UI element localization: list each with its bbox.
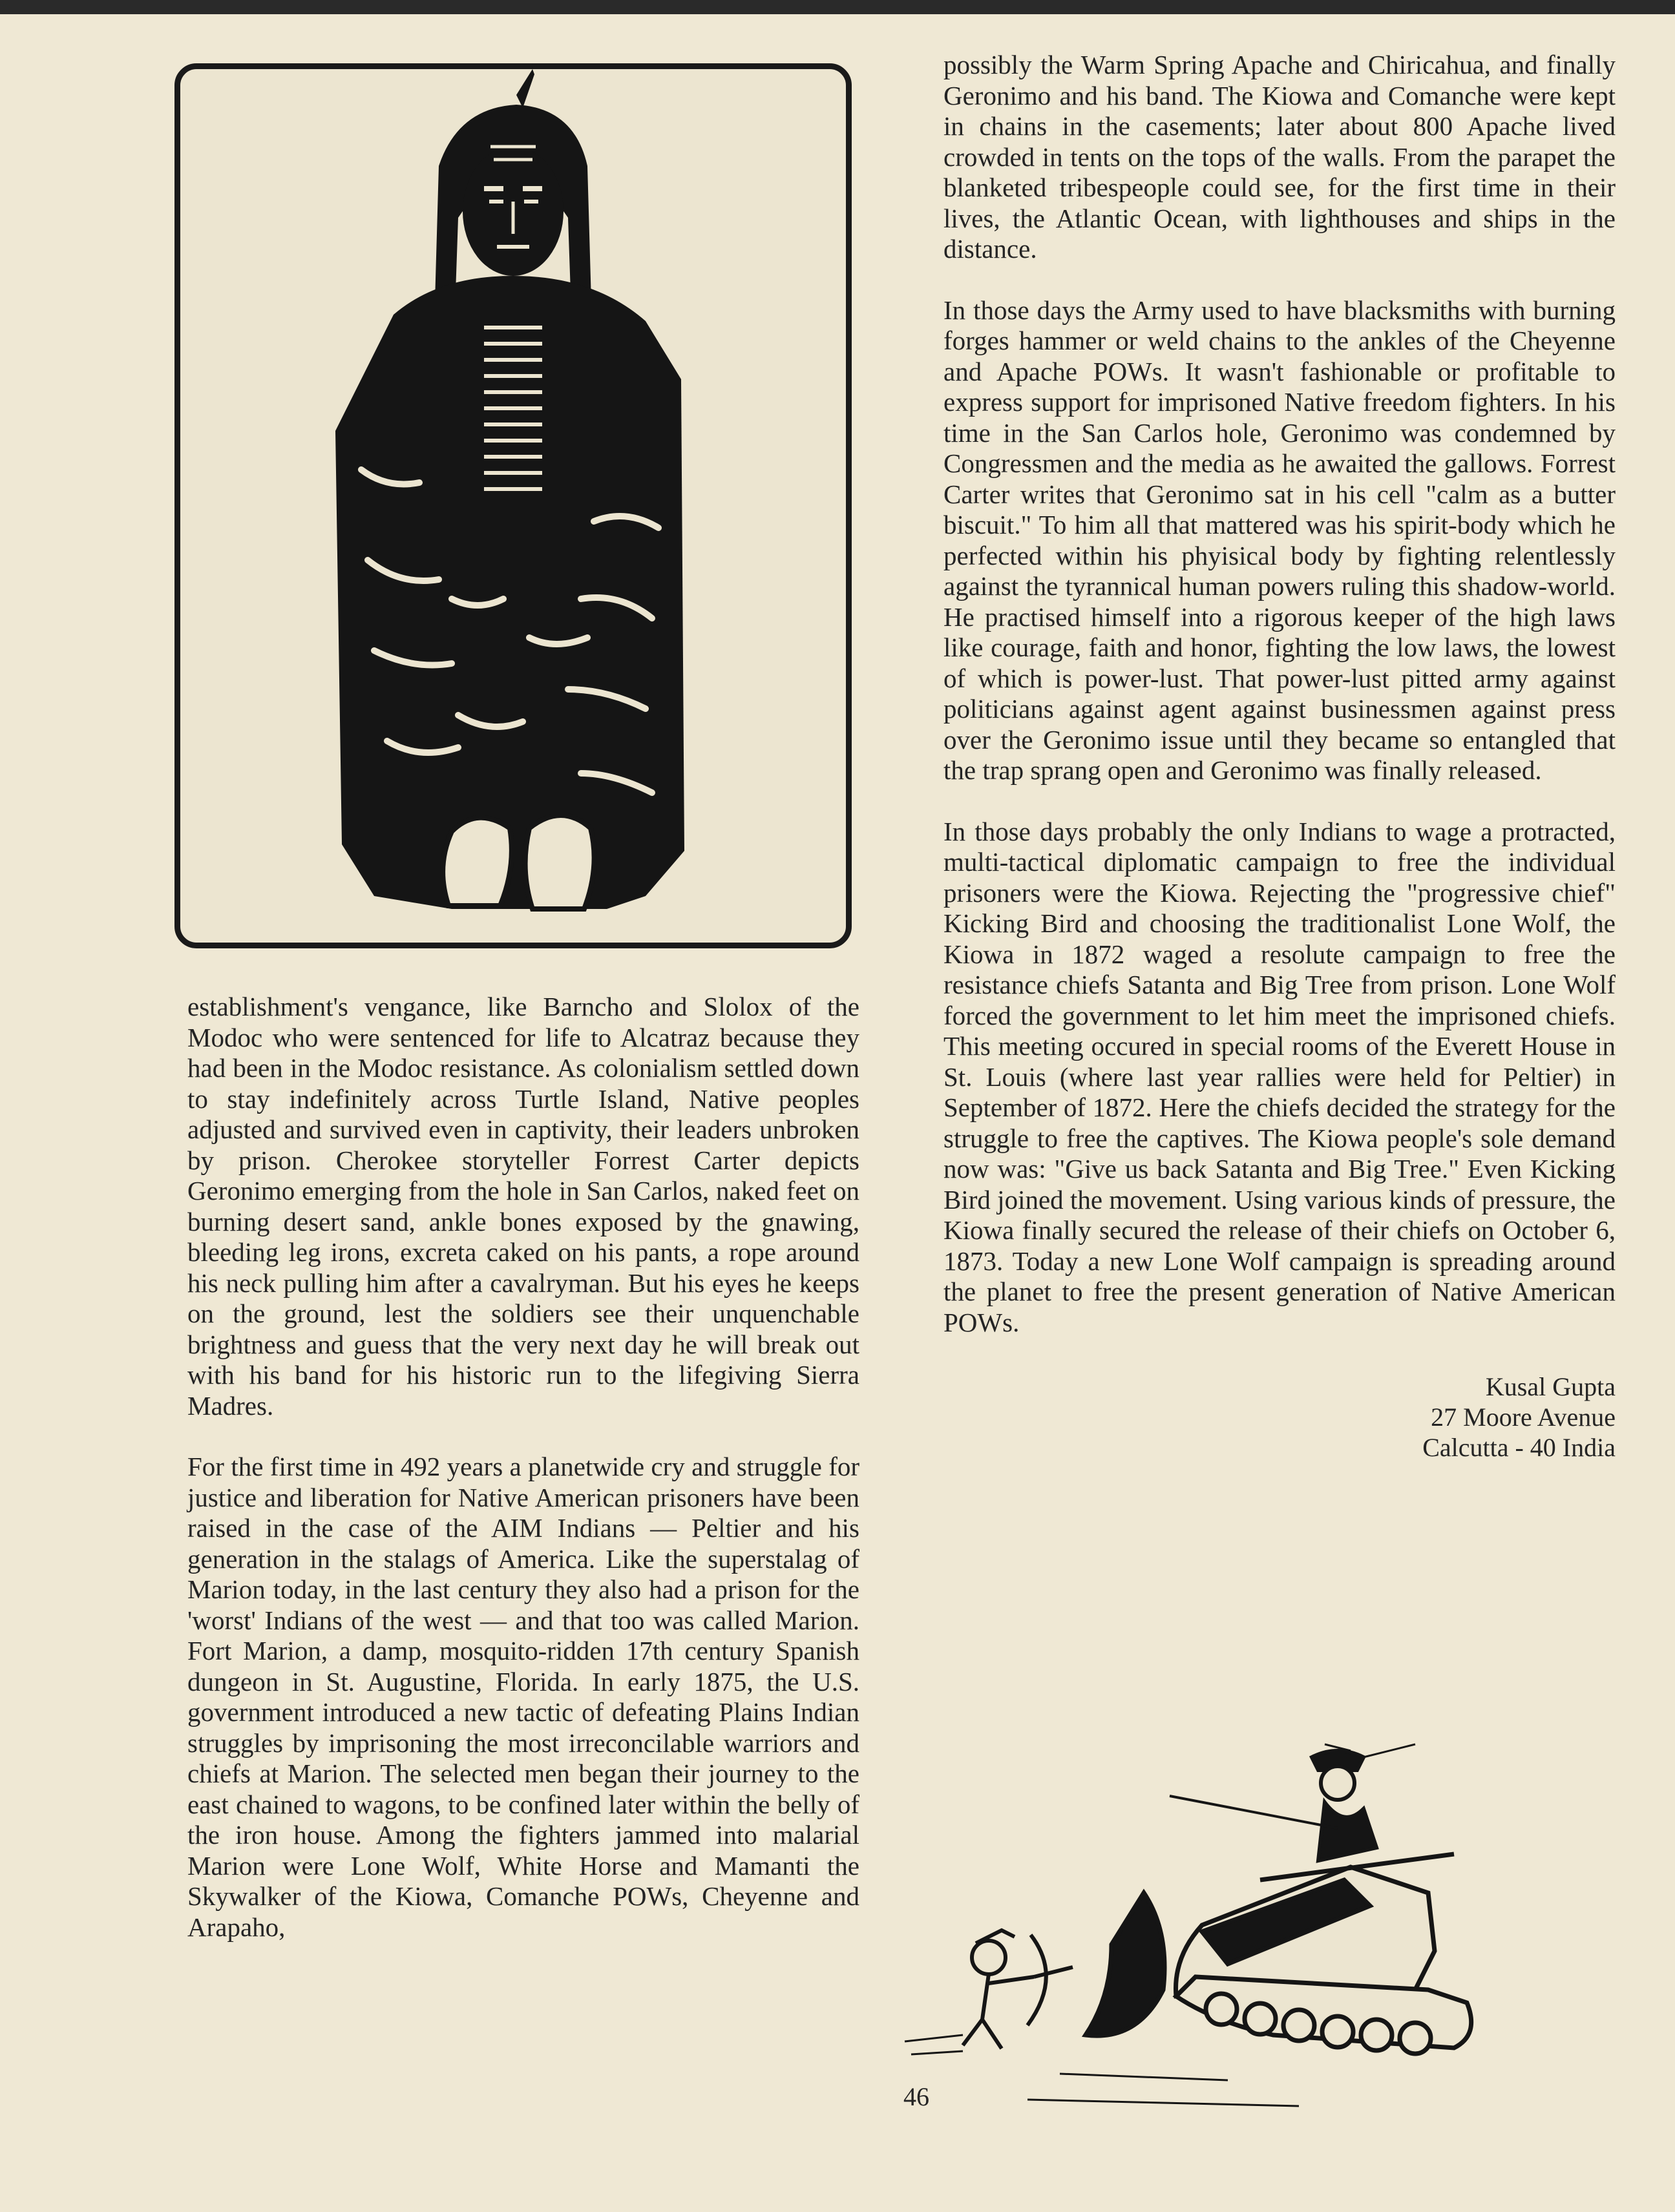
portrait-illustration (174, 63, 852, 948)
archer-tank-cartoon (898, 1738, 1654, 2116)
soldier-figure (1170, 1744, 1415, 1861)
body-paragraph: For the first time in 492 years a planetwide cry and struggle for justice and liberation for Native American prisoners have been raised in the case of the AIM Indians — Peltier and his generation in the stalags of America. Like the superstalag of Marion today, in the last century they also had a prison for the 'worst' Indians of the west — and that too was called Marion. Fort Marion, a damp, mosquito-ridden 17th century Spanish dungeon in St. Augustine, Florida. In early 1875, the U.S. government introduced a new tactic of defeating Plains Indian struggles by imprisoning the most irreconcilable warriors and chiefs at Marion. The selected men began their journey to the east chained to wagons, to be confined later within the belly of the iron house. Among the fighters jammed into malarial Marion were Lone Wolf, White Horse and Mamanti the Skywalker of the Kiowa, Comanche POWs, Cheyenne and Arapaho, (187, 1452, 859, 1942)
body-paragraph: In those days probably the only Indians to wage a protracted, multi-tactical diplomatic campaign to free the individual prisoners were the Kiowa. Rejecting the "progressive chief" Kicking Bird and choosing the traditionalist Lone Wolf, the Kiowa in 1872 waged a resolute campaign to free the resistance chiefs Satanta and Big Tree from prison. Lone Wolf forced the government to let him meet the imprisoned chiefs. This meeting occured in special rooms of the Everett House in St. Louis (where last year rallies were held for Peltier) in September of 1872. Here the chiefs decided the strategy for the struggle to free the captives. The Kiowa people's sole demand now was: "Give us back Satanta and Big Tree." Even Kicking Bird joined the movement. Using various kinds of pressure, the Kiowa finally secured the release of their chiefs on October 6, 1873. Today a new Lone Wolf campaign is spreading around the planet to free the present generation of Native American POWs. (943, 816, 1616, 1337)
page-top-edge (0, 0, 1675, 14)
body-paragraph: In those days the Army used to have blacksmiths with burning forges hammer or weld chains to the ankles of the Cheyenne and Apache POWs. It wasn't fashionable or profitable to express support for imprisoned Native freedom fighters. In his time in the San Carlos hole, Geronimo was condemned by Congressmen and the media as he awaited the gallows. Forrest Carter writes that Geronimo sat in his cell "calm as a butter biscuit." To him all that mattered was his spirit-body which he perfected within his phyisical body by fighting relentlessly against the tyrannical human powers ruling this shadow-world. He practised himself into a rigorous keeper of the high laws like courage, faith and honor, fighting the low laws, the lowest of which is power-lust. That power-lust pitted army against politicians against agent against businessmen against press over the Geronimo issue until they became so entangled that the trap sprang open and Geronimo was finally released. (943, 295, 1616, 785)
body-paragraph: possibly the Warm Spring Apache and Chiricahua, and finally Geronimo and his band. The Kiowa and Comanche were kept in chains in the casements; later about 800 Apache lived crowded in tents on the tops of the walls. From the parapet the blanketed tribespeople could see, for the first time in their lives, the Atlantic Ocean, with lighthouses and ships in the distance. (943, 50, 1616, 264)
tank-figure (1027, 1854, 1471, 2106)
article-column-right (943, 50, 1616, 1463)
author-signature (943, 1372, 1616, 1463)
archer-figure (905, 1930, 1073, 2054)
page-number: 46 (903, 2082, 929, 2111)
author-city: Calcutta - 40 India (1422, 1433, 1616, 1462)
author-street: 27 Moore Avenue (1431, 1403, 1616, 1432)
article-column-left (187, 992, 859, 1943)
author-name: Kusal Gupta (1485, 1372, 1616, 1401)
body-paragraph: establishment's vengance, like Barncho and Slolox of the Modoc who were sentenced for life to Alcatraz because they had been in the Modoc resistance. As colonialism settled down to stay indefinitely across Turtle Island, Native peoples adjusted and survived even in captivity, their leaders unbroken by prison. Cherokee storyteller Forrest Carter depicts Geronimo emerging from the hole in San Carlos, naked feet on burning desert sand, ankle bones exposed by the gnawing, bleeding leg irons, excreta caked on his pants, a rope around his neck pulling him after a cavalryman. But his eyes he keeps on the ground, lest the soldiers see their unquenchable brightness and guess that the very next day he will break out with his band for his historic run to the lifegiving Sierra Madres. (187, 992, 859, 1421)
